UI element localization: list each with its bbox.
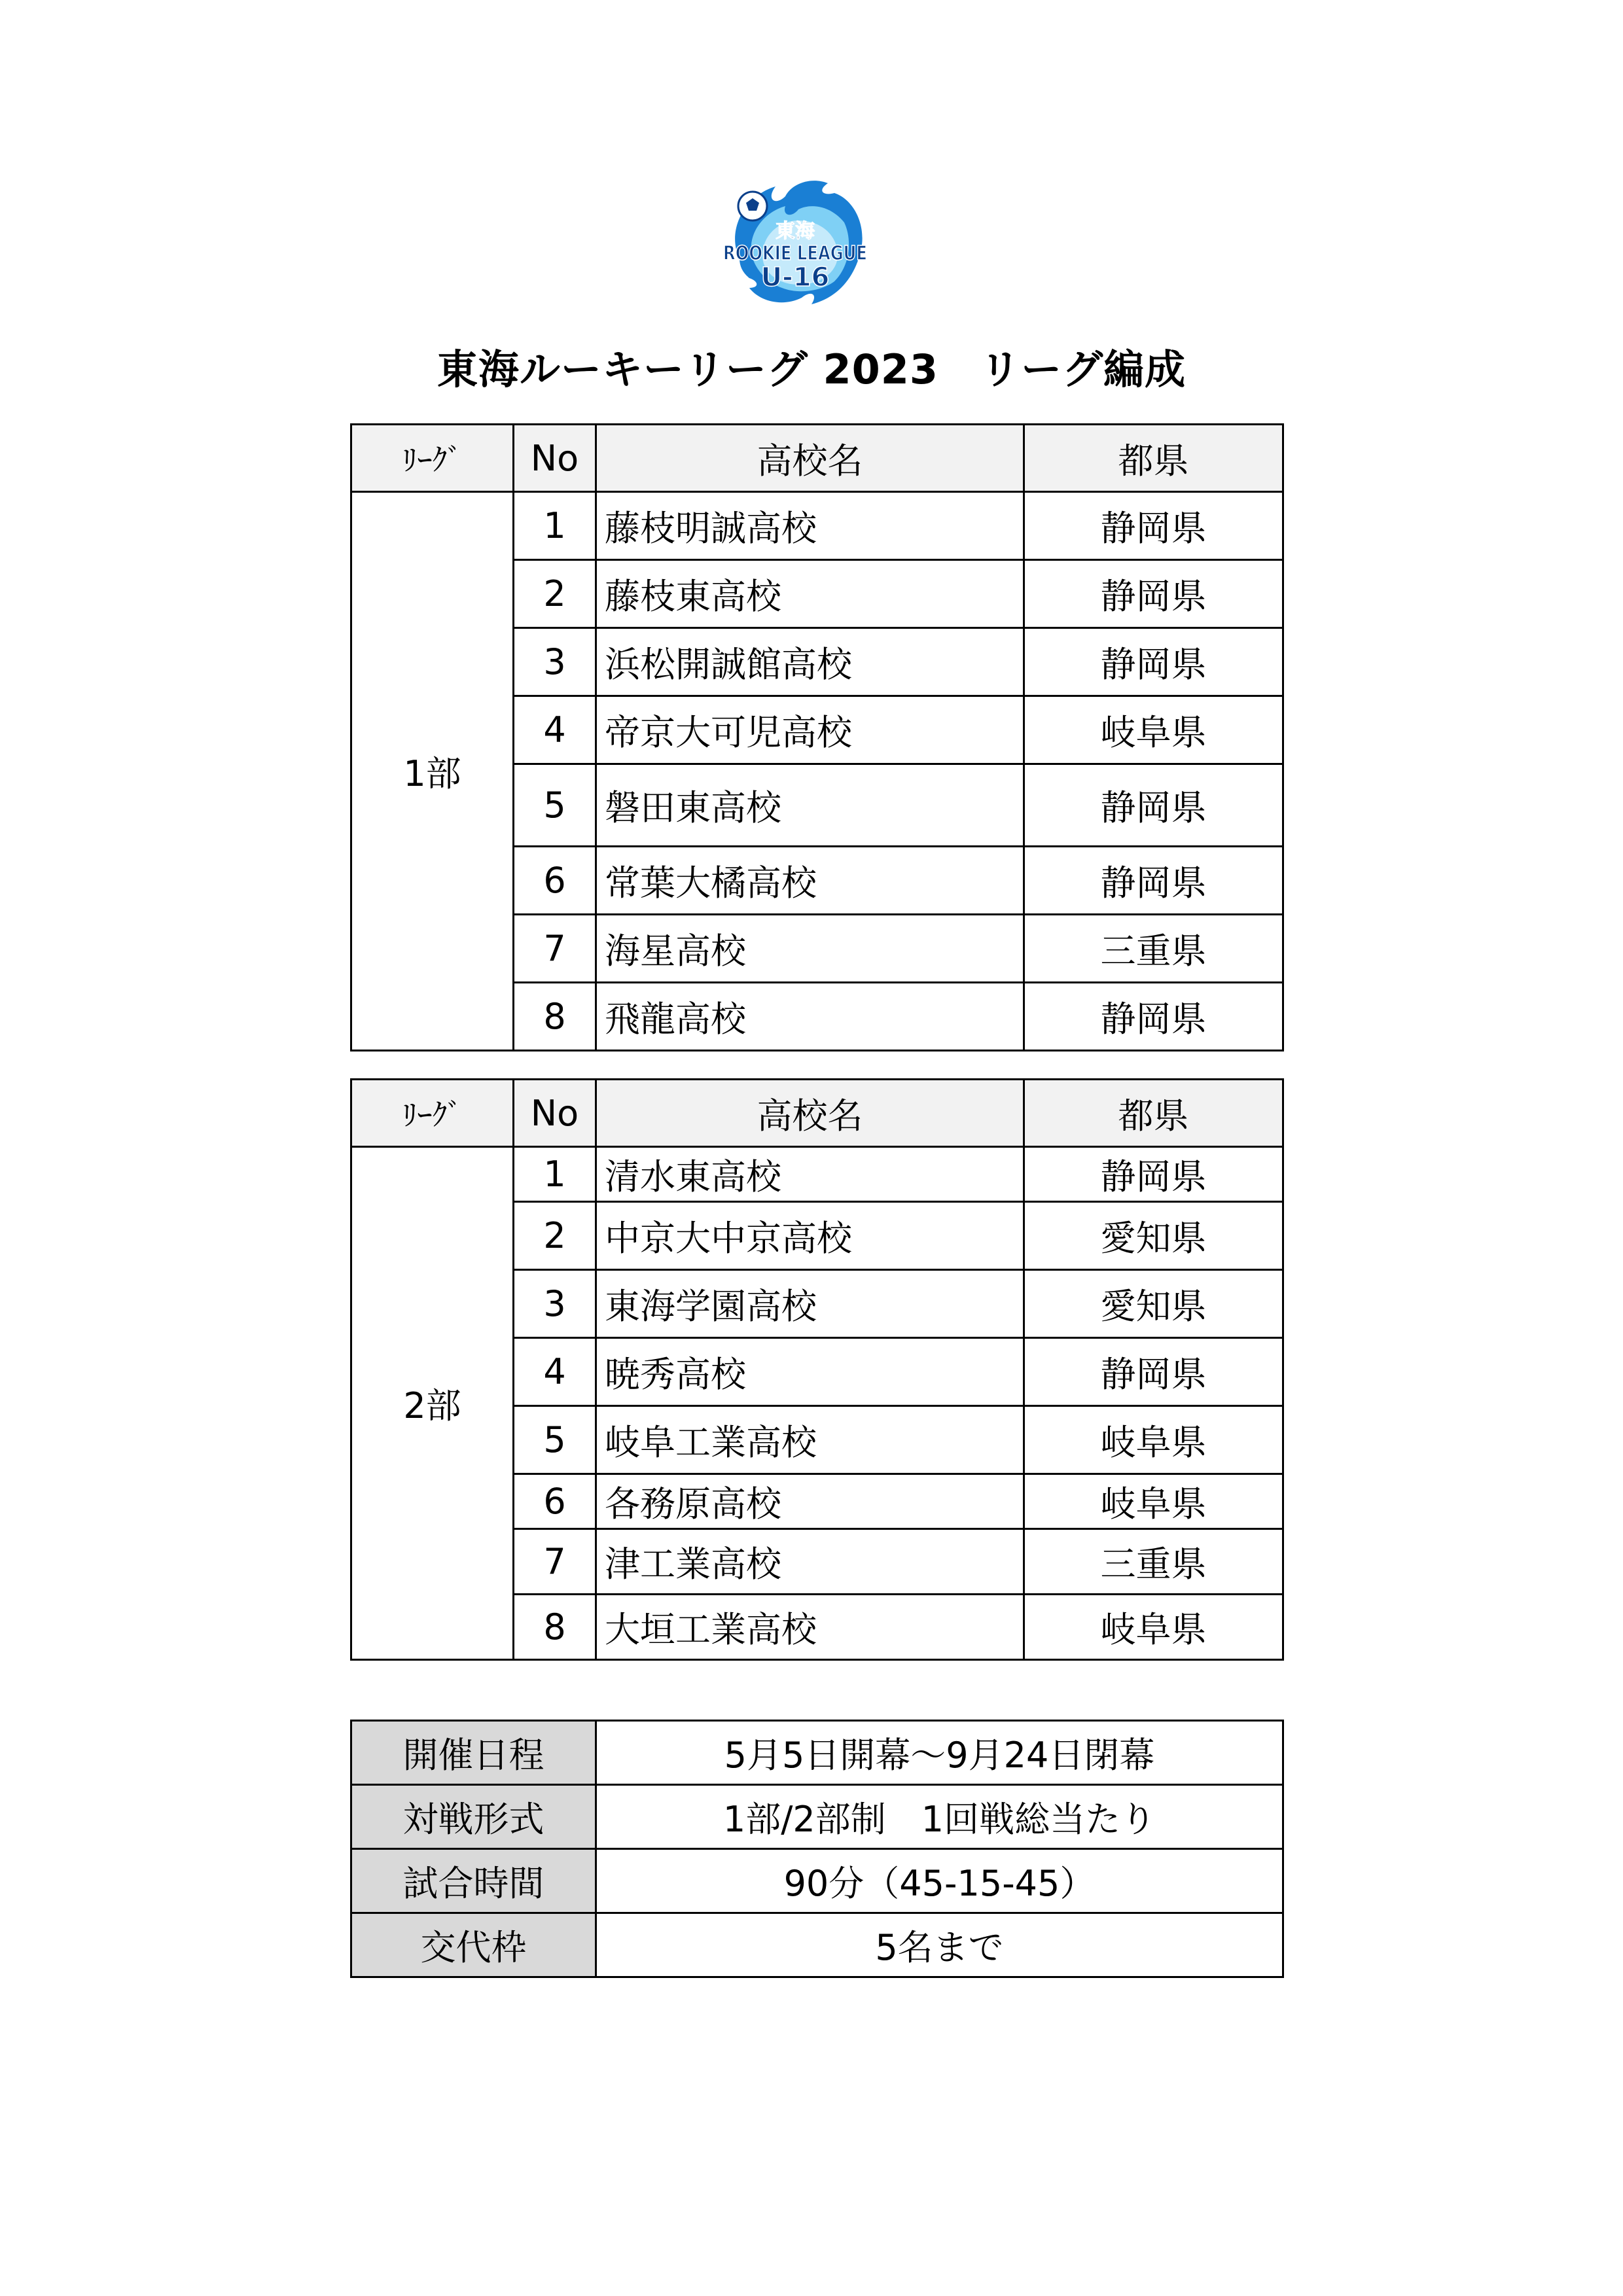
row-school: 常葉大橘高校 <box>596 847 1024 915</box>
info-value: 90分（45-15-45） <box>596 1849 1283 1913</box>
division-2-table <box>350 1078 1284 1661</box>
row-prefecture: 愛知県 <box>1024 1270 1283 1338</box>
info-label: 交代枠 <box>351 1913 596 1977</box>
info-row <box>351 1785 1283 1849</box>
logo-text-region: 東海 <box>776 220 815 243</box>
logo-text-league: ROOKIE LEAGUE <box>723 242 867 265</box>
row-no: 8 <box>514 1595 596 1660</box>
row-prefecture: 岐阜県 <box>1024 1406 1283 1474</box>
row-no: 5 <box>514 1406 596 1474</box>
division-label: 1部 <box>351 492 514 1051</box>
info-row <box>351 1849 1283 1913</box>
info-label: 開催日程 <box>351 1721 596 1785</box>
info-value: 5名まで <box>596 1913 1283 1977</box>
row-prefecture: 静岡県 <box>1024 1147 1283 1202</box>
header-school: 高校名 <box>596 1080 1024 1147</box>
info-row <box>351 1913 1283 1977</box>
row-prefecture: 岐阜県 <box>1024 1474 1283 1529</box>
row-school: 暁秀高校 <box>596 1338 1024 1406</box>
row-no: 6 <box>514 1474 596 1529</box>
row-no: 3 <box>514 1270 596 1338</box>
row-school: 東海学園高校 <box>596 1270 1024 1338</box>
row-prefecture: 静岡県 <box>1024 764 1283 847</box>
row-prefecture: 愛知県 <box>1024 1202 1283 1270</box>
row-prefecture: 三重県 <box>1024 1529 1283 1595</box>
page-title: 東海ルーキーリーグ 2023 リーグ編成 <box>437 345 1186 393</box>
row-prefecture: 岐阜県 <box>1024 1595 1283 1660</box>
table-header-row <box>351 1080 1283 1147</box>
table-row <box>351 1147 1283 1202</box>
row-no: 7 <box>514 915 596 983</box>
row-school: 中京大中京高校 <box>596 1202 1024 1270</box>
header-school: 高校名 <box>596 425 1024 492</box>
row-prefecture: 静岡県 <box>1024 983 1283 1051</box>
row-prefecture: 静岡県 <box>1024 847 1283 915</box>
header-league: ﾘｰｸﾞ <box>351 1080 514 1147</box>
header-league: ﾘｰｸﾞ <box>351 425 514 492</box>
header-no: No <box>514 1080 596 1147</box>
row-school: 帝京大可児高校 <box>596 696 1024 764</box>
row-school: 清水東高校 <box>596 1147 1024 1202</box>
info-label: 対戦形式 <box>351 1785 596 1849</box>
info-label: 試合時間 <box>351 1849 596 1913</box>
row-prefecture: 静岡県 <box>1024 492 1283 560</box>
row-prefecture: 岐阜県 <box>1024 696 1283 764</box>
row-no: 3 <box>514 628 596 696</box>
row-school: 各務原高校 <box>596 1474 1024 1529</box>
row-no: 2 <box>514 560 596 628</box>
row-no: 7 <box>514 1529 596 1595</box>
row-school: 津工業高校 <box>596 1529 1024 1595</box>
header-prefecture: 都県 <box>1024 1080 1283 1147</box>
info-value: 5月5日開幕～9月24日閉幕 <box>596 1721 1283 1785</box>
row-no: 4 <box>514 1338 596 1406</box>
row-no: 5 <box>514 764 596 847</box>
row-no: 8 <box>514 983 596 1051</box>
row-no: 2 <box>514 1202 596 1270</box>
row-school: 磐田東高校 <box>596 764 1024 847</box>
row-prefecture: 静岡県 <box>1024 1338 1283 1406</box>
division-1-table <box>350 423 1284 1051</box>
table-row <box>351 492 1283 560</box>
row-prefecture: 三重県 <box>1024 915 1283 983</box>
row-school: 飛龍高校 <box>596 983 1024 1051</box>
row-no: 6 <box>514 847 596 915</box>
table-header-row <box>351 425 1283 492</box>
league-logo <box>713 160 877 317</box>
row-no: 1 <box>514 492 596 560</box>
row-prefecture: 静岡県 <box>1024 560 1283 628</box>
event-info-table <box>350 1720 1284 1978</box>
row-school: 大垣工業高校 <box>596 1595 1024 1660</box>
row-school: 藤枝明誠高校 <box>596 492 1024 560</box>
row-school: 浜松開誠館高校 <box>596 628 1024 696</box>
row-no: 4 <box>514 696 596 764</box>
logo-text-age: U-16 <box>760 262 830 292</box>
header-prefecture: 都県 <box>1024 425 1283 492</box>
row-school: 岐阜工業高校 <box>596 1406 1024 1474</box>
row-prefecture: 静岡県 <box>1024 628 1283 696</box>
row-no: 1 <box>514 1147 596 1202</box>
row-school: 藤枝東高校 <box>596 560 1024 628</box>
info-value: 1部/2部制 1回戦総当たり <box>596 1785 1283 1849</box>
header-no: No <box>514 425 596 492</box>
row-school: 海星高校 <box>596 915 1024 983</box>
info-row <box>351 1721 1283 1785</box>
division-label: 2部 <box>351 1147 514 1660</box>
